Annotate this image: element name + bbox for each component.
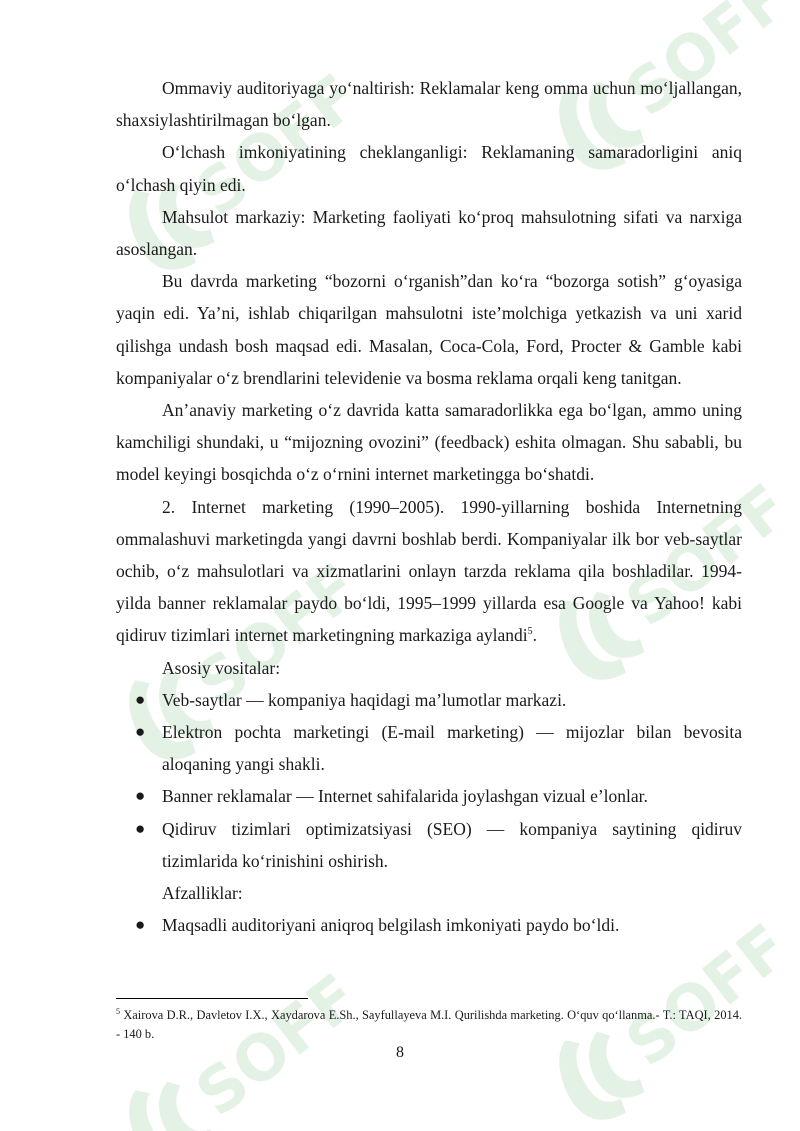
advantages-heading: Afzalliklar: (162, 883, 243, 904)
page-body (116, 72, 742, 941)
footnote-text: Xairova D.R., Davletov I.X., Xaydarova E.Sh., Sayfullayeva M.I. Qurilishda marketing. O‘quv qo‘llanma.- T.: TAQI, 2014. - 140 b. (116, 1008, 742, 1041)
tools-heading: Asosiy vositalar: (162, 657, 281, 678)
bullet-icon: ● (135, 915, 146, 935)
footnote-number: 5 (116, 1006, 120, 1016)
footnote-divider (116, 998, 308, 999)
sofff-logo-watermark: SOFF (0, 0, 800, 1131)
bullet-icon: ● (135, 818, 146, 838)
bullet-icon: ● (135, 689, 146, 709)
list-item: ● Banner reklamalar — Internet sahifalarida joylashgan vizual e’lonlar. (116, 780, 742, 812)
paragraph-product-centric: Mahsulot markaziy: Marketing faoliyati ko‘proq mahsulotning sifati va narxiga asoslangan. (116, 206, 742, 260)
paragraph-traditional-marketing: An’anaviy marketing o‘z davrida katta samaradorlikka ega bo‘lgan, ammo uning kamchiligi shundaki, u “mijozning ovozini” (feedback) eshita olmagan. Shu sababli, bu model keyingi bosqichda o‘z o‘rnini internet marketingga bo‘shatdi. (116, 400, 742, 485)
paragraph-mass-audience: Ommaviy auditoriyaga yo‘naltirish: Reklamalar keng omma uchun mo‘ljallangan, shaxsiylashtirilmagan bo‘lgan. (116, 78, 742, 131)
tools-list (116, 684, 742, 877)
page-number: 8 (396, 1044, 404, 1061)
bullet-icon: ● (135, 722, 146, 742)
internet-marketing-end: . (532, 625, 537, 646)
paragraph-market-selling: Bu davrda marketing “bozorni o‘rganish”dan ko‘ra “bozorga sotish” g‘oyasiga yaqin edi. Ya’ni, ishlab chiqarilgan mahsulotni iste’molchiga yetkazish va uni xarid qilishga undash bosh maqsad edi. Masalan, Coca-Cola, Ford, Procter & Gamble kabi kompaniyalar o‘z brendlarini televidenie va bosma reklama orqali keng tanitgan. (116, 271, 742, 388)
internet-marketing-text: 2. Internet marketing (1990–2005). 1990-yillarning boshida Internetning ommalashuvi marketingda yangi davrni boshlab berdi. Kompaniyalar ilk bor veb-saytlar ochib, o‘z mahsulotlari va xizmatlarini onlayn tarzda reklama qila boshladilar. 1994-yilda banner reklamalar paydo bo‘ldi, 1995–1999 yillarda esa Google va Yahoo! kabi qidiruv tizimlari internet marketingning markaziga aylandi (116, 496, 742, 646)
footnote-reference: 5 (527, 626, 533, 638)
bullet-icon: ● (135, 786, 146, 806)
advantages-list (116, 909, 742, 941)
list-item: ● Maqsadli auditoriyani aniqroq belgilash imkoniyati paydo bo‘ldi. (116, 909, 742, 941)
paragraph-internet-marketing (116, 491, 742, 652)
list-item: ● Veb-saytlar — kompaniya haqidagi ma’lumotlar markazi. (116, 684, 742, 716)
paragraph-measurement-limits: O‘lchash imkoniyatining cheklanganligi: Reklamaning samaradorligini aniq o‘lchash qiyin edi. (116, 142, 742, 195)
footnote (116, 1006, 742, 1044)
list-item: ● Elektron pochta marketingi (E-mail marketing) — mijozlar bilan bevosita aloqaning yangi shakli. (116, 716, 742, 780)
list-item: ● Qidiruv tizimlari optimizatsiyasi (SEO) — kompaniya saytining qidiruv tizimlarida ko‘rinishini oshirish. (116, 813, 742, 877)
